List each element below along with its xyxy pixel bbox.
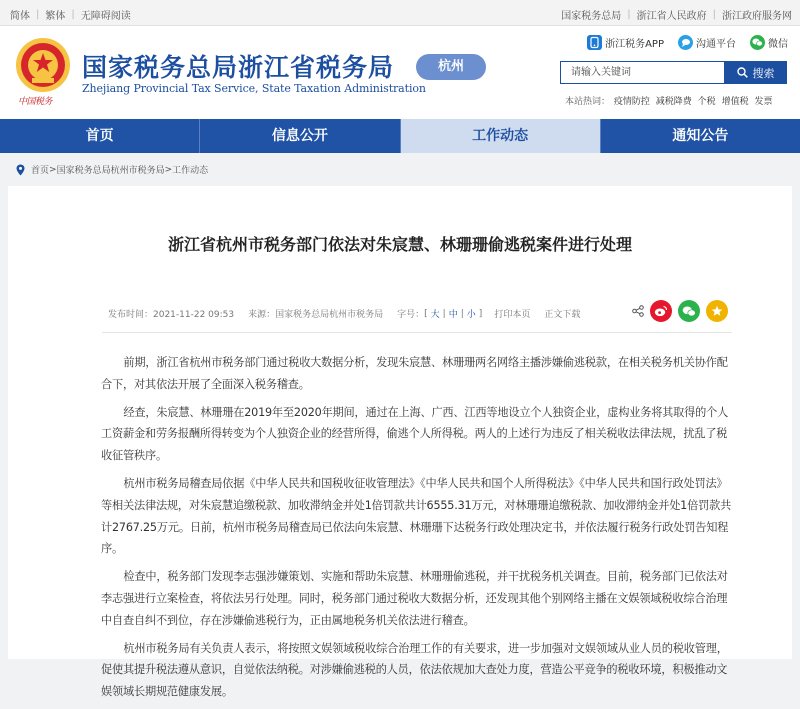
nav-home[interactable]: 首页 bbox=[0, 119, 200, 153]
emblem-caption: 中国税务 bbox=[18, 97, 53, 107]
link-sta[interactable]: 国家税务总局 bbox=[561, 11, 622, 22]
breadcrumb-separator: > bbox=[164, 164, 173, 175]
breadcrumb bbox=[16, 163, 208, 176]
weibo-icon[interactable] bbox=[650, 300, 672, 322]
article-source: 来源：国家税务总局杭州市税务局 bbox=[248, 310, 384, 320]
app-link-zhejiang-tax[interactable] bbox=[587, 35, 664, 50]
app-links bbox=[573, 35, 788, 50]
hot-word[interactable]: 个税 bbox=[697, 97, 716, 107]
external-links bbox=[561, 7, 792, 22]
article-panel bbox=[8, 186, 792, 699]
breadcrumb-home[interactable]: 首页 bbox=[31, 166, 50, 176]
share-bar bbox=[632, 300, 728, 322]
site-title[interactable]: 国家税务总局浙江省税务局 bbox=[82, 53, 395, 82]
link-zj-government[interactable]: 浙江省人民政府 bbox=[636, 11, 707, 22]
tax-emblem-logo[interactable] bbox=[14, 36, 72, 94]
search-button-label: 搜索 bbox=[752, 66, 775, 80]
breadcrumb-current[interactable]: 工作动态 bbox=[172, 166, 209, 176]
nav-info-disclosure[interactable]: 信息公开 bbox=[200, 119, 400, 153]
language-links bbox=[10, 7, 131, 22]
hot-word[interactable]: 疫情防控 bbox=[613, 97, 650, 107]
article-meta bbox=[108, 307, 580, 320]
divider: | bbox=[712, 9, 716, 20]
city-badge[interactable]: 杭州 bbox=[416, 54, 486, 80]
font-size-medium[interactable]: 中 bbox=[448, 310, 458, 320]
font-size-small[interactable]: 小 bbox=[466, 310, 476, 320]
meta-divider bbox=[102, 332, 732, 333]
app-link-wechat[interactable] bbox=[750, 35, 788, 50]
font-size-large[interactable]: 大 bbox=[430, 310, 440, 320]
bracket: ] bbox=[478, 308, 483, 319]
bracket: [ bbox=[424, 308, 428, 319]
search-input[interactable]: 请输入关键词 bbox=[560, 61, 724, 84]
app-link-label: 沟通平台 bbox=[696, 39, 736, 50]
article-paragraph: 杭州市税务局稽查局依据《中华人民共和国税收征收管理法》《中华人民共和国个人所得税法》《中华人民共和国行政处罚法》等相关法律法规，对朱宸慧追缴税款、加收滞纳金并处1倍罚款共计6555.31万元，对林珊珊追缴税款、加收滞纳金并处1倍罚款共计2767.25万元。日前，杭州市税务局稽查局已依法向朱宸慧、林珊珊下达税务行政处理决定书，并依法履行税务行政处罚告知程序。 bbox=[101, 476, 732, 556]
divider: | bbox=[36, 9, 40, 20]
search-button[interactable] bbox=[724, 61, 787, 84]
article-body bbox=[101, 352, 732, 709]
phone-app-icon bbox=[587, 35, 602, 50]
article-paragraph: 检查中，税务部门发现李志强涉嫌策划、实施和帮助朱宸慧、林珊珊偷逃税，并干扰税务机关调查。目前，税务部门已依法对李志强进行立案检查，将依法另行处理。同时，税务部门通过税收大数据分析，还发现其他个别网络主播在文娱领域税收综合治理中自查自纠不到位，存在涉嫌偷逃税行为，正由属地税务机关依法进行稽查。 bbox=[101, 570, 728, 627]
hot-word[interactable]: 减税降费 bbox=[655, 97, 692, 107]
divider: | bbox=[627, 9, 631, 20]
link-zj-service-net[interactable]: 浙江政府服务网 bbox=[722, 11, 792, 22]
link-traditional[interactable]: 繁体 bbox=[45, 11, 66, 22]
breadcrumb-bureau[interactable]: 国家税务总局杭州市税务局 bbox=[56, 166, 165, 176]
site-header bbox=[0, 26, 800, 119]
breadcrumb-separator: > bbox=[49, 164, 57, 175]
hot-word[interactable]: 发票 bbox=[754, 97, 773, 107]
article-title: 浙江省杭州市税务部门依法对朱宸慧、林珊珊偷逃税案件进行处理 bbox=[167, 235, 632, 254]
link-simplified[interactable]: 简体 bbox=[10, 11, 30, 22]
article-paragraph: 杭州市税务局有关负责人表示，将按照文娱领域税收综合治理工作的有关要求，进一步加强对文娱领域从业人员的税收管理，促使其提升税法遵从意识，自觉依法纳税。对涉嫌偷逃税的人员，依法依规加大查处力度，营造公平竞争的税收环境，积极推动文娱领域长期规范健康发展。 bbox=[101, 641, 728, 699]
site-subtitle: Zhejiang Provincial Tax Service, State Taxation Administration bbox=[82, 82, 426, 95]
location-pin-icon bbox=[16, 164, 25, 176]
chat-bubble-icon bbox=[678, 35, 693, 50]
download-text-link[interactable]: 正文下载 bbox=[544, 310, 581, 320]
print-page-link[interactable]: 打印本页 bbox=[494, 310, 531, 320]
font-size-label: 字号： bbox=[397, 310, 425, 320]
nav-work-news[interactable]: 工作动态 bbox=[401, 119, 601, 153]
publish-time: 发布时间：2021-11-22 09:53 bbox=[108, 310, 235, 320]
wechat-share-icon[interactable] bbox=[678, 300, 700, 322]
hot-words bbox=[565, 94, 775, 107]
bracket: | bbox=[442, 308, 446, 319]
app-link-label: 浙江税务APP bbox=[605, 39, 664, 50]
app-link-label: 微信 bbox=[768, 39, 788, 50]
hot-word[interactable]: 增值税 bbox=[721, 97, 749, 107]
app-link-communication[interactable] bbox=[678, 35, 736, 50]
search-icon bbox=[737, 67, 748, 78]
top-utility-bar bbox=[0, 0, 800, 26]
wechat-icon bbox=[750, 35, 765, 50]
article-paragraph: 前期，浙江省杭州市税务部门通过税收大数据分析，发现朱宸慧、林珊珊两名网络主播涉嫌偷逃税款，在相关税务机关协作配合下，对其依法开展了全面深入税务稽查。 bbox=[101, 356, 728, 391]
divider: | bbox=[71, 9, 75, 20]
article-paragraph: 经查，朱宸慧、林珊珊在2019年至2020年期间，通过在上海、广西、江西等地设立个人独资企业，虚构业务将其取得的个人工资薪金和劳务报酬所得转变为个人独资企业的经营所得，偷逃个人所得税。两人的上述行为违反了相关税收法律法规，扰乱了税收征管秩序。 bbox=[101, 405, 729, 463]
main-nav bbox=[0, 119, 800, 153]
link-accessibility[interactable]: 无障碍阅读 bbox=[80, 11, 131, 22]
nav-notices[interactable]: 通知公告 bbox=[672, 128, 729, 144]
favorite-icon[interactable] bbox=[706, 300, 728, 322]
bracket: | bbox=[460, 308, 464, 319]
hot-words-label: 本站热词： bbox=[565, 97, 611, 107]
share-icon[interactable] bbox=[632, 305, 644, 317]
